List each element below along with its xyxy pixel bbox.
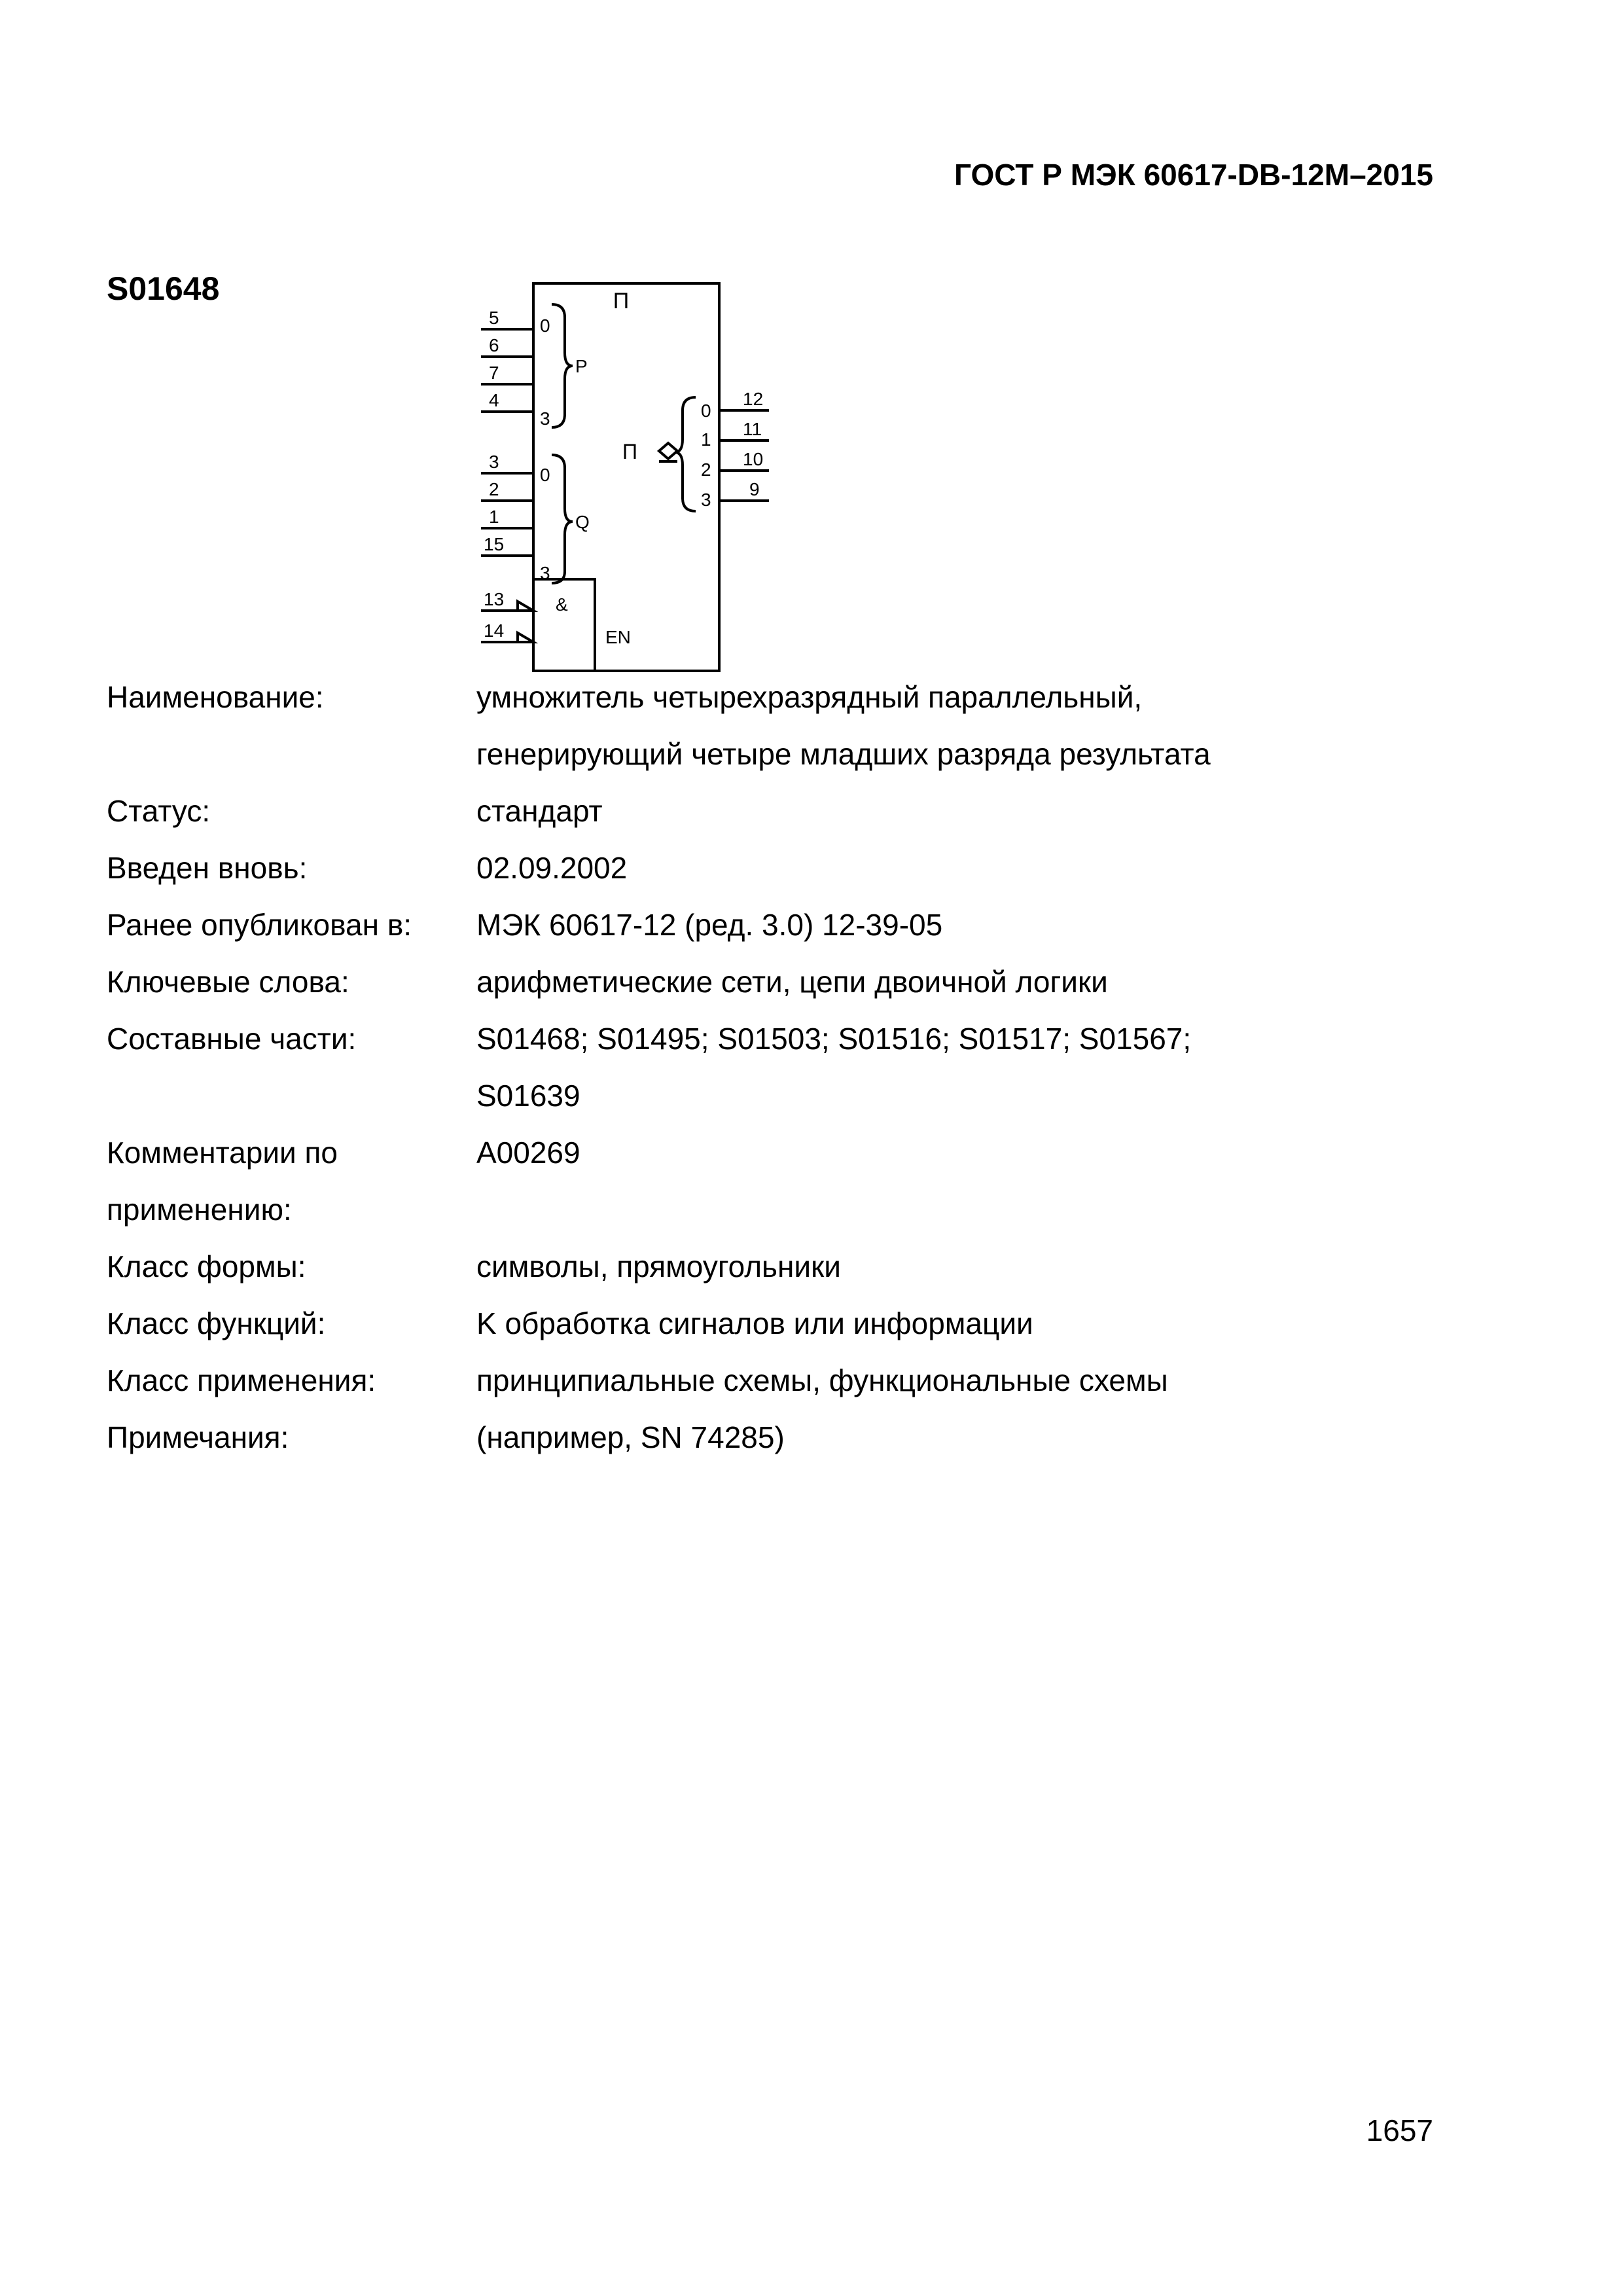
symbol-title: П bbox=[613, 289, 630, 314]
logic-symbol bbox=[474, 278, 789, 677]
pin-number: 6 bbox=[489, 335, 499, 355]
property-row bbox=[107, 783, 1481, 840]
triangle-icon bbox=[518, 633, 533, 642]
pin-number: 10 bbox=[743, 449, 764, 469]
properties-table bbox=[107, 669, 1481, 1466]
value-line: МЭК 60617-12 (ред. 3.0) 12-39-05 bbox=[476, 908, 943, 942]
property-value bbox=[476, 1124, 1481, 1238]
pin-number: 5 bbox=[489, 308, 499, 328]
property-value bbox=[476, 954, 1481, 1011]
property-value bbox=[476, 1011, 1481, 1124]
pin-number: 1 bbox=[489, 507, 499, 527]
symbol-id: S01648 bbox=[107, 270, 220, 307]
property-row bbox=[107, 840, 1481, 897]
property-value bbox=[476, 1238, 1481, 1295]
property-key: Ранее опубликован в: bbox=[107, 908, 412, 942]
value-line: K обработка сигналов или информации bbox=[476, 1306, 1033, 1340]
value-line: арифметические сети, цепи двоичной логики bbox=[476, 965, 1108, 999]
property-key: Класс применения: bbox=[107, 1363, 376, 1397]
pin-number: 12 bbox=[743, 389, 764, 409]
pin-number: 2 bbox=[489, 479, 499, 499]
brace-p bbox=[552, 304, 573, 427]
value-line: 02.09.2002 bbox=[476, 851, 628, 885]
diamond-icon bbox=[659, 443, 677, 459]
property-row bbox=[107, 1352, 1481, 1409]
enable-block bbox=[533, 579, 595, 671]
property-key: Класс функций: bbox=[107, 1306, 326, 1340]
group-p-label: P bbox=[575, 356, 588, 376]
property-value bbox=[476, 1352, 1481, 1409]
pin-number: 7 bbox=[489, 363, 499, 383]
property-key: Класс формы: bbox=[107, 1249, 306, 1283]
property-key: Примечания: bbox=[107, 1420, 289, 1454]
inner-index: 3 bbox=[540, 563, 550, 583]
brace-out bbox=[675, 397, 696, 511]
property-key: Наименование: bbox=[107, 680, 324, 714]
property-row bbox=[107, 1238, 1481, 1295]
en-label: EN bbox=[605, 627, 631, 647]
pin-number: 13 bbox=[484, 589, 505, 609]
property-key: Ключевые слова: bbox=[107, 965, 349, 999]
out-index: 1 bbox=[701, 429, 711, 450]
property-value bbox=[476, 1295, 1481, 1352]
value-line: (например, SN 74285) bbox=[476, 1420, 785, 1454]
pin-number: 11 bbox=[743, 419, 762, 439]
pin-number: 14 bbox=[484, 620, 505, 641]
property-row bbox=[107, 669, 1481, 783]
property-value bbox=[476, 1409, 1481, 1466]
property-row bbox=[107, 1124, 1481, 1238]
property-row bbox=[107, 1409, 1481, 1466]
inner-index: 3 bbox=[540, 408, 550, 429]
page-number: 1657 bbox=[1366, 2113, 1433, 2147]
property-key: Статус: bbox=[107, 794, 211, 828]
value-line: генерирующий четыре младших разряда результата bbox=[476, 737, 1211, 771]
brace-q bbox=[552, 455, 573, 583]
triangle-icon bbox=[518, 601, 533, 611]
pin-number: 9 bbox=[749, 479, 760, 499]
and-label: & bbox=[556, 594, 568, 615]
value-line: стандарт bbox=[476, 794, 603, 828]
property-row bbox=[107, 1295, 1481, 1352]
out-index: 2 bbox=[701, 459, 711, 480]
property-value bbox=[476, 840, 1481, 897]
out-index: 0 bbox=[701, 401, 711, 421]
value-line: принципиальные схемы, функциональные схемы bbox=[476, 1363, 1168, 1397]
property-value bbox=[476, 669, 1481, 783]
out-index: 3 bbox=[701, 490, 711, 510]
property-key: Комментарии по применению: bbox=[107, 1136, 338, 1227]
pin-number: 4 bbox=[489, 390, 499, 410]
property-row bbox=[107, 954, 1481, 1011]
property-value bbox=[476, 783, 1481, 840]
property-value bbox=[476, 897, 1481, 954]
inner-index: 0 bbox=[540, 315, 550, 336]
value-line: умножитель четырехразрядный параллельный, bbox=[476, 680, 1143, 714]
group-q-label: Q bbox=[575, 512, 590, 532]
pin-number: 3 bbox=[489, 452, 499, 472]
output-label: П bbox=[622, 440, 637, 463]
inner-index: 0 bbox=[540, 465, 550, 485]
property-key: Составные части: bbox=[107, 1022, 357, 1056]
value-line: символы, прямоугольники bbox=[476, 1249, 841, 1283]
property-row bbox=[107, 897, 1481, 954]
multiplier-symbol-diagram bbox=[474, 278, 789, 677]
property-key: Введен вновь: bbox=[107, 851, 308, 885]
standard-header: ГОСТ Р МЭК 60617-DB-12M–2015 bbox=[954, 158, 1433, 192]
value-line: S01639 bbox=[476, 1079, 580, 1113]
property-row bbox=[107, 1011, 1481, 1124]
value-line: S01468; S01495; S01503; S01516; S01517; S01567; bbox=[476, 1022, 1192, 1056]
value-line: A00269 bbox=[476, 1136, 580, 1170]
pin-number: 15 bbox=[484, 534, 505, 554]
